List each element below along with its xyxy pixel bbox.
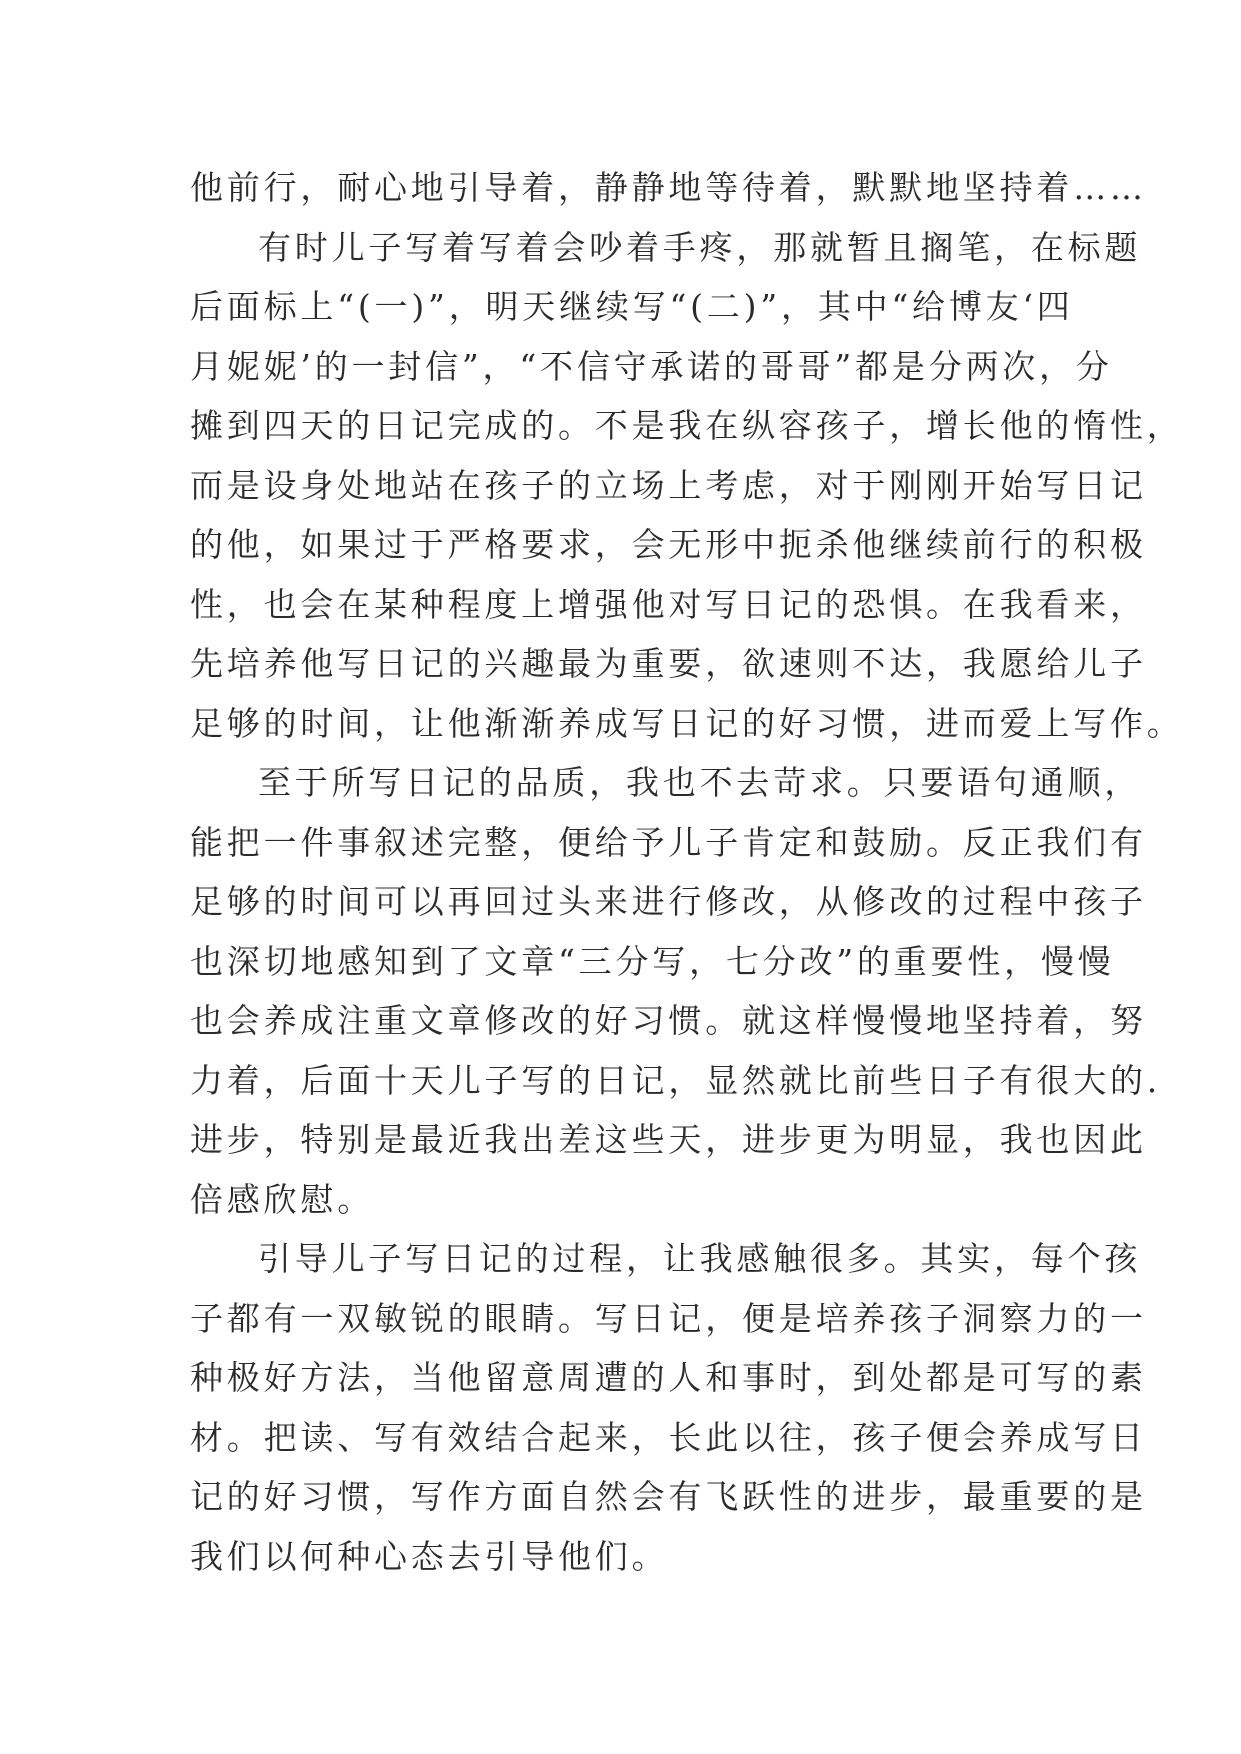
- text-line: 种极好方法，当他留意周遭的人和事时，到处都是可写的素: [190, 1358, 1147, 1397]
- text-line: 的他，如果过于严格要求，会无形中扼杀他继续前行的积极: [190, 525, 1147, 564]
- text-line: 能把一件事叙述完整，便给予儿子肯定和鼓励。反正我们有: [190, 822, 1147, 862]
- body-text: [190, 158, 1184, 1586]
- text-line: 也会养成注重文章修改的好习惯。就这样慢慢地坚持着，努: [190, 1001, 1147, 1040]
- text-line: 足够的时间，让他渐渐养成写日记的好习惯，进而爱上写作。: [190, 703, 1184, 743]
- text-line: 进步，特别是最近我出差这些天，进步更为明显，我也因此: [190, 1120, 1147, 1159]
- paragraph-start-line: 有时儿子写着写着会吵着手疼，那就暂且搁笔，在标题: [258, 227, 1142, 267]
- text-line: 性，也会在某种程度上增强他对写日记的恐惧。在我看来，: [190, 584, 1147, 624]
- text-line: 月妮妮’的一封信”，“不信守承诺的哥哥”都是分两次，分: [190, 346, 1113, 386]
- text-line: 后面标上“(一)”，明天继续写“(二)”，其中“给博友‘四: [190, 287, 1074, 326]
- paragraph-start-line: 引导儿子写日记的过程，让我感触很多。其实，每个孩: [258, 1239, 1142, 1278]
- text-line: 力着，后面十天儿子写的日记，显然就比前些日子有很大的.: [190, 1060, 1162, 1100]
- text-line: 也深切地感知到了文章“三分写，七分改”的重要性，慢慢: [190, 941, 1115, 981]
- paragraph-start-line: 至于所写日记的品质，我也不去苛求。只要语句通顺，: [258, 763, 1142, 802]
- text-line: 记的好习惯，写作方面自然会有飞跃性的进步，最重要的是: [190, 1477, 1147, 1516]
- text-line: 他前行，耐心地引导着，静静地等待着，默默地坚持着……: [190, 168, 1147, 207]
- text-line: 子都有一双敏锐的眼睛。写日记，便是培养孩子洞察力的一: [190, 1298, 1147, 1338]
- text-line: 倍感欣慰。: [190, 1179, 374, 1219]
- text-line: 足够的时间可以再回过头来进行修改，从修改的过程中孩子: [190, 882, 1147, 921]
- text-line: 摊到四天的日记完成的。不是我在纵容孩子，增长他的惰性，: [190, 406, 1184, 445]
- text-line: 材。把读、写有效结合起来，长此以往，孩子便会养成写日: [190, 1417, 1147, 1457]
- text-line: 而是设身处地站在孩子的立场上考虑，对于刚刚开始写日记: [190, 465, 1147, 505]
- text-line: 我们以何种心态去引导他们。: [190, 1536, 669, 1576]
- text-line: 先培养他写日记的兴趣最为重要，欲速则不达，我愿给儿子: [190, 644, 1147, 683]
